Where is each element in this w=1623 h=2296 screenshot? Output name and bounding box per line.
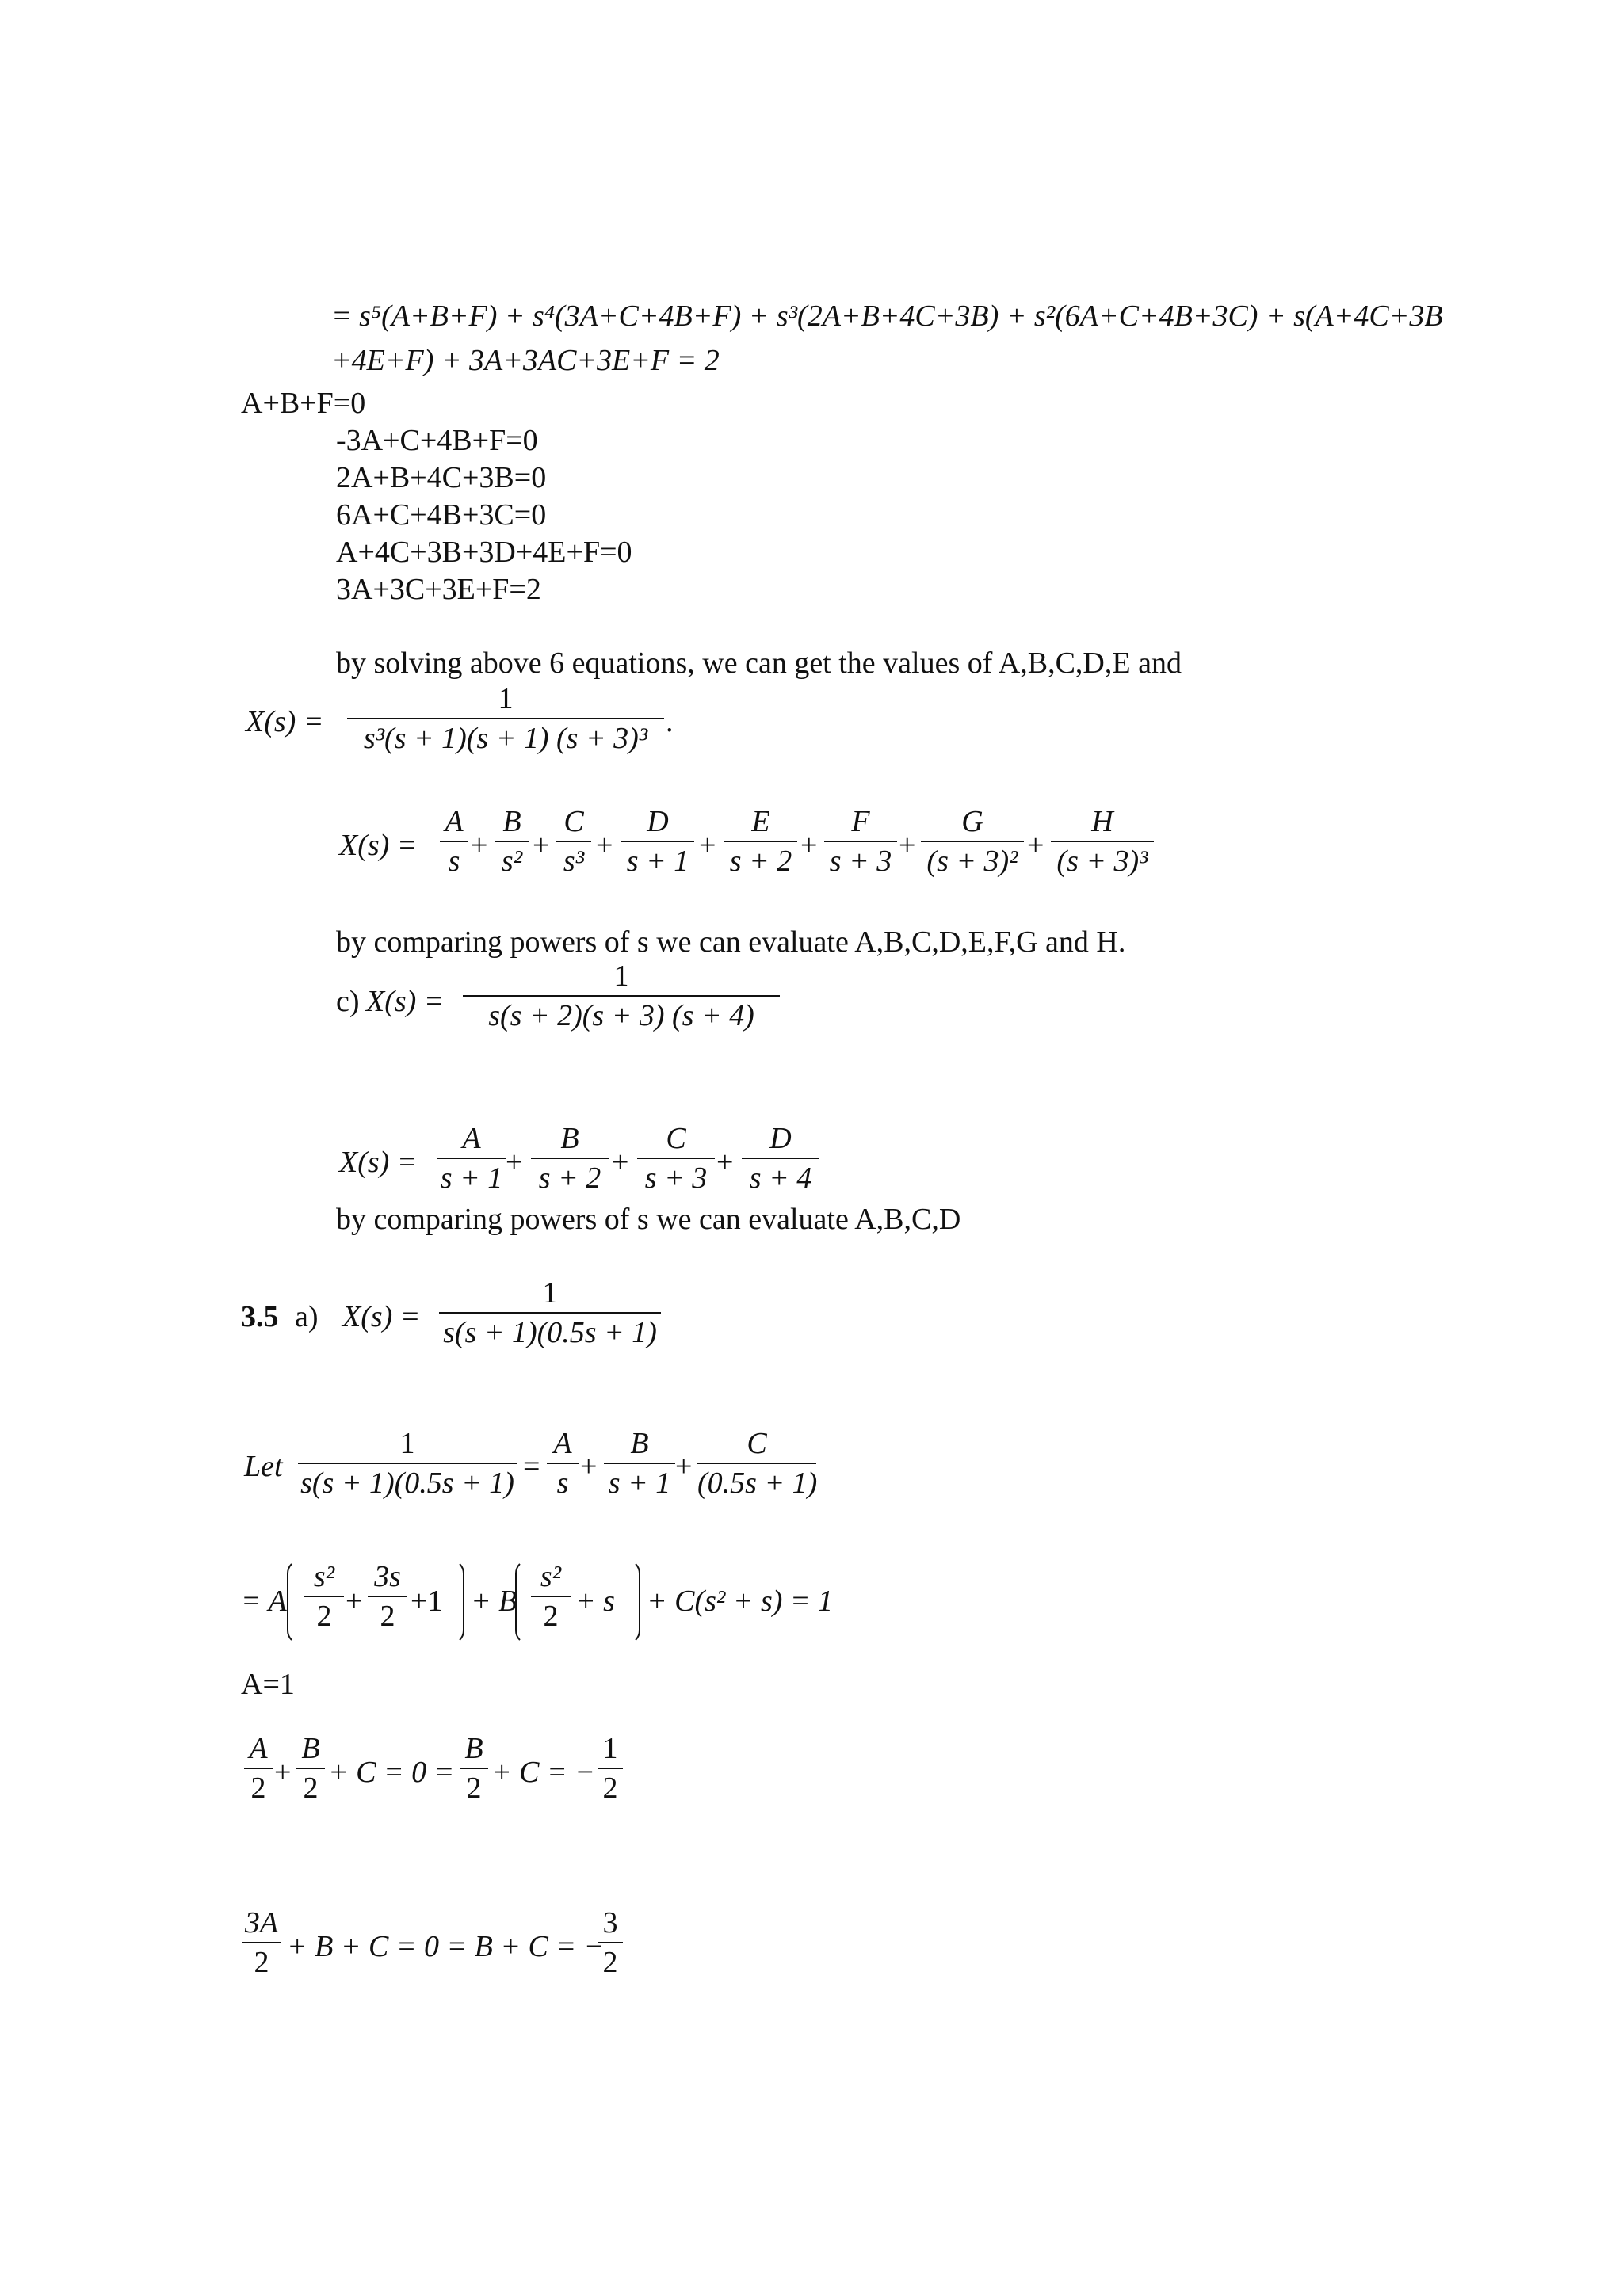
expand-frac-3s: 3s 2 <box>368 1559 407 1634</box>
xs-b-lhs: X(s) = <box>246 705 324 738</box>
xs-b-denominator: s³(s + 1)(s + 1) (s + 3)³ <box>363 722 648 755</box>
plus-sign: + <box>580 1450 598 1483</box>
partial-b-term-g: G (s + 3)² <box>921 804 1024 879</box>
let-label: Let <box>244 1450 283 1483</box>
let-term-b: B s + 1 <box>604 1426 675 1501</box>
expand-tail: + C(s² + s) = 1 <box>647 1585 834 1618</box>
partial-b-term-d: D s + 1 <box>621 804 694 879</box>
expand-plus-one: +1 <box>411 1585 443 1618</box>
half-mid-2: + C = − <box>491 1756 595 1789</box>
xs-35a-fraction: 1 s(s + 1)(0.5s + 1) <box>439 1276 661 1350</box>
compare-note-c: by comparing powers of s we can evaluate A,B,C,D <box>336 1203 961 1236</box>
xs-c-lhs: X(s) = <box>366 985 445 1018</box>
partial-b-term-h: H (s + 3)³ <box>1051 804 1154 879</box>
xs-b-numerator: 1 <box>498 682 514 715</box>
equals-sign: = <box>523 1450 540 1483</box>
partial-b-term-f: F s + 3 <box>824 804 897 879</box>
three-half-frac-3a: 3A 2 <box>242 1905 281 1980</box>
let-term-c: C (0.5s + 1) <box>697 1427 818 1500</box>
partial-b-term-a: A s <box>440 804 468 879</box>
plus-sign: + <box>612 1146 629 1179</box>
expand-b-lead: + B <box>471 1585 517 1618</box>
equation-4: 6A+C+4B+3C=0 <box>336 498 547 532</box>
partial-c-term-d: D s + 4 <box>742 1121 819 1196</box>
let-lhs-fraction: 1 s(s + 1)(0.5s + 1) <box>298 1426 517 1501</box>
equation-2: -3A+C+4B+F=0 <box>336 424 538 457</box>
partial-c-lhs: X(s) = <box>339 1146 418 1179</box>
partial-b-term-b: B s² <box>495 804 529 879</box>
right-paren <box>626 1559 640 1645</box>
plus-sign: + <box>716 1146 734 1179</box>
plus-sign: + <box>675 1450 693 1483</box>
plus-sign: + <box>1027 829 1044 862</box>
left-paren <box>287 1559 301 1645</box>
equation-3: 2A+B+4C+3B=0 <box>336 461 547 494</box>
partial-c-term-b: B s + 2 <box>531 1121 609 1196</box>
a-equals-one: A=1 <box>241 1668 295 1701</box>
partial-c-term-c: C s + 3 <box>637 1121 715 1196</box>
part-c-label: c) <box>336 985 360 1018</box>
partial-b-term-c: C s³ <box>556 804 591 879</box>
solve-note: by solving above 6 equations, we can get the values of A,B,C,D,E and <box>336 646 1182 680</box>
plus-sign: + <box>506 1146 523 1179</box>
equation-5: A+4C+3B+3D+4E+F=0 <box>336 536 632 569</box>
partial-c-term-a: A s + 1 <box>437 1121 506 1196</box>
compare-note-b: by comparing powers of s we can evaluate A,B,C,D,E,F,G and H. <box>336 925 1126 959</box>
half-frac-b2: B 2 <box>460 1731 488 1806</box>
right-paren <box>450 1559 464 1645</box>
fraction-bar <box>347 718 664 719</box>
plus-sign: + <box>471 829 488 862</box>
expansion-line-1: = s⁵(A+B+F) + s⁴(3A+C+4B+F) + s³(2A+B+4C+3B) + s²(6A+C+4B+3C) + s(A+4C+3B <box>331 299 1443 333</box>
expansion-line-2: +4E+F) + 3A+3AC+3E+F = 2 <box>331 344 720 377</box>
plus-sign: + <box>533 829 550 862</box>
three-half-mid: + B + C = 0 = B + C = − <box>287 1930 605 1963</box>
half-frac-one: 1 2 <box>598 1731 623 1806</box>
three-half-frac-3: 3 2 <box>598 1905 623 1980</box>
expand-lead: = A <box>241 1585 287 1618</box>
equation-6: 3A+3C+3E+F=2 <box>336 573 541 606</box>
expand-frac-s2: s² 2 <box>304 1559 344 1634</box>
plus-sign: + <box>346 1585 363 1618</box>
plus-sign: + <box>699 829 716 862</box>
xs-c-fraction: 1 s(s + 2)(s + 3) (s + 4) <box>463 959 780 1033</box>
let-term-a: A s <box>547 1426 579 1501</box>
half-mid: + C = 0 = <box>328 1756 455 1789</box>
plus-sign: + <box>596 829 613 862</box>
plus-sign: + <box>800 829 818 862</box>
expand-frac-b-s2: s² 2 <box>531 1559 571 1634</box>
partial-b-lhs: X(s) = <box>339 829 418 862</box>
xs-b-fraction <box>347 681 664 756</box>
equation-1: A+B+F=0 <box>241 387 366 420</box>
half-frac-b: B 2 <box>296 1731 325 1806</box>
plus-sign: + <box>899 829 916 862</box>
half-frac-a: A 2 <box>244 1731 273 1806</box>
left-paren <box>515 1559 529 1645</box>
xs-b-trailing: . <box>666 705 674 738</box>
plus-sign: + <box>274 1756 292 1789</box>
part-a-label: a) <box>295 1300 319 1333</box>
xs-35a-lhs: X(s) = <box>342 1300 421 1333</box>
problem-number: 3.5 <box>241 1300 279 1333</box>
partial-b-term-e: E s + 2 <box>724 804 797 879</box>
expand-plus-s: + s <box>575 1585 615 1618</box>
